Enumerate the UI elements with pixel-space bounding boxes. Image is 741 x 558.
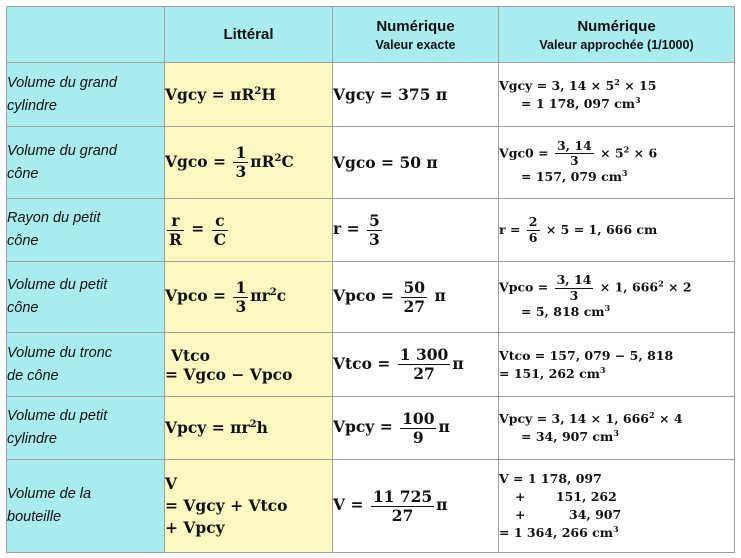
- exact-value: Vpco = $\frac{50}{27}$ π: [333, 262, 499, 333]
- literal-formula: Vpco = $\frac{1}{3}$ $\pi r^2c$: [165, 262, 333, 333]
- literal-formula: Vgcy = $\pi R^2H$: [165, 63, 333, 127]
- table-row: [7, 63, 735, 127]
- table-row: [7, 127, 735, 199]
- exact-value: Vtco = $\frac{1 300}{27}$ π: [333, 333, 499, 397]
- formula-table: [6, 6, 735, 553]
- row-label: Volume du grand cylindre: [7, 63, 165, 127]
- table-row: [7, 397, 735, 460]
- approx-value: Vtco = 157, 079 − 5, 818 = 151, 262 $cm^3$: [499, 333, 735, 397]
- approx-value: Vpcy = 3, 14 × 1, $666^2 \times 4$ = 34, 907 $cm^3$: [499, 397, 735, 460]
- header-numeric-approx: Numérique Valeur approchée (1/1000): [499, 7, 735, 63]
- exact-value: Vgcy = 375 π: [333, 63, 499, 127]
- approx-value: V = 1 178, 097 + 151, 262 + 34, 907 = 1 364, 266 $cm^3$: [499, 460, 735, 553]
- header-literal: Littéral: [165, 7, 333, 63]
- approx-value: Vgc0 = $\frac{3, 14}{3}$ × $5^2 \times 6$ = 157, 079 $cm^3$: [499, 127, 735, 199]
- header-numeric-exact: Numérique Valeur exacte: [333, 7, 499, 63]
- row-label: Rayon du petit cône: [7, 199, 165, 262]
- approx-value: Vpco = $\frac{3, 14}{3}$ × 1, $666^2 \times 2$ = 5, 818 $cm^3$: [499, 262, 735, 333]
- exact-value: Vpcy = $\frac{100}{9}$ π: [333, 397, 499, 460]
- literal-formula: Vgco = $\frac{1}{3}$ $\pi R^2C$: [165, 127, 333, 199]
- exact-value: V = $\frac{11 725}{27}$ π: [333, 460, 499, 553]
- literal-formula: V = Vgcy + Vtco + Vpcy: [165, 460, 333, 553]
- approx-value: r = $\frac{2}{6}$ × 5 = 1, 666 cm: [499, 199, 735, 262]
- header-row: [7, 7, 735, 63]
- row-label: Volume du petit cône: [7, 262, 165, 333]
- literal-formula: $\frac{r}{R}$ = $\frac{c}{C}$: [165, 199, 333, 262]
- table-row: [7, 333, 735, 397]
- exact-value: r = $\frac{5}{3}$: [333, 199, 499, 262]
- row-label: Volume du tronc de cône: [7, 333, 165, 397]
- table-row: [7, 199, 735, 262]
- table-row: [7, 262, 735, 333]
- table-row: [7, 460, 735, 553]
- row-label: Volume de la bouteille: [7, 460, 165, 553]
- literal-formula: Vtco = Vgco − Vpco: [165, 333, 333, 397]
- exact-value: Vgco = 50 π: [333, 127, 499, 199]
- row-label: Volume du petit cylindre: [7, 397, 165, 460]
- row-label: Volume du grand cône: [7, 127, 165, 199]
- approx-value: Vgcy = 3, $14 \times 5^2 \times 15$ = 1 178, 097 $cm^3$: [499, 63, 735, 127]
- literal-formula: Vpcy = $\pi r^2h$: [165, 397, 333, 460]
- header-empty-cell: [7, 7, 165, 63]
